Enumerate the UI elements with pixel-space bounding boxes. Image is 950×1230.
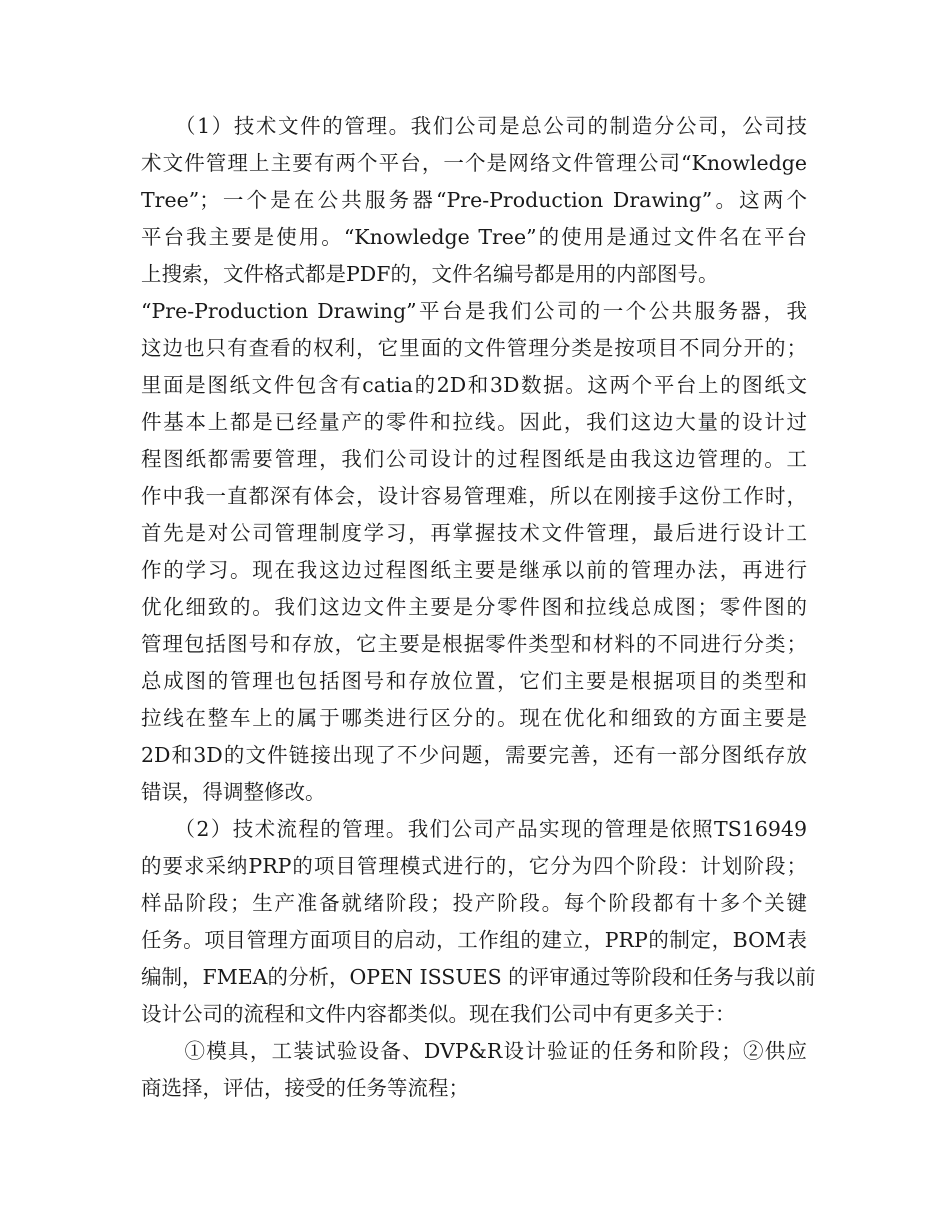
text-line: 这边也只有查看的权利，它里面的文件管理分类是按项目不同分开的；	[141, 336, 807, 360]
text-line: 编制，FMEA的分析，OPEN ISSUES 的评审通过等阶段和任务与我以前	[141, 965, 816, 989]
text-line: 优化细致的。我们这边文件主要是分零件图和拉线总成图；零件图的	[141, 595, 807, 619]
text-line: 总成图的管理也包括图号和存放位置，它们主要是根据项目的类型和	[141, 669, 807, 693]
text-line: 错误，得调整修改。	[141, 780, 326, 804]
text-line: 程图纸都需要管理，我们公司设计的过程图纸是由我这边管理的。工	[141, 447, 807, 471]
body-text	[141, 108, 816, 1107]
text-line: 拉线在整车上的属于哪类进行区分的。现在优化和细致的方面主要是	[141, 706, 807, 730]
text-line: 术文件管理上主要有两个平台，一个是网络文件管理公司“Knowledge	[141, 151, 807, 175]
text-line: 平台我主要是使用。“Knowledge Tree”的使用是通过文件名在平台	[141, 225, 807, 249]
text-line: 件基本上都是已经量产的零件和拉线。因此，我们这边大量的设计过	[141, 410, 807, 434]
text-line: 作中我一直都深有体会，设计容易管理难，所以在刚接手这份工作时，	[141, 484, 807, 508]
text-line: 2D和3D的文件链接出现了不少问题，需要完善，还有一部分图纸存放	[141, 743, 807, 767]
text-line: （1）技术文件的管理。我们公司是总公司的制造分公司，公司技	[141, 114, 807, 138]
text-line: （2）技术流程的管理。我们公司产品实现的管理是依照TS16949	[141, 817, 807, 841]
text-line: 上搜索，文件格式都是PDF的，文件名编号都是用的内部图号。	[141, 262, 719, 286]
text-line: Tree”；一个是在公共服务器“Pre-Production Drawing”。这两个	[141, 188, 807, 212]
text-line: 作的学习。现在我这边过程图纸主要是继承以前的管理办法，再进行	[141, 558, 807, 582]
text-line: 的要求采纳PRP的项目管理模式进行的，它分为四个阶段：计划阶段；	[141, 854, 807, 878]
text-line: 任务。项目管理方面项目的启动，工作组的建立，PRP的制定，BOM表	[141, 928, 807, 952]
text-line: 里面是图纸文件包含有catia的2D和3D数据。这两个平台上的图纸文	[141, 373, 807, 397]
text-line: “Pre-Production Drawing”平台是我们公司的一个公共服务器，我	[141, 299, 807, 323]
text-line: ①模具，工装试验设备、DVP&R设计验证的任务和阶段；②供应	[141, 1039, 807, 1063]
text-line: 设计公司的流程和文件内容都类似。现在我们公司中有更多关于：	[141, 1002, 736, 1026]
text-line: 管理包括图号和存放，它主要是根据零件类型和材料的不同进行分类；	[141, 632, 807, 656]
text-line: 首先是对公司管理制度学习，再掌握技术文件管理，最后进行设计工	[141, 521, 807, 545]
text-line: 商选择，评估，接受的任务等流程；	[141, 1076, 469, 1100]
text-line: 样品阶段；生产准备就绪阶段；投产阶段。每个阶段都有十多个关键	[141, 891, 807, 915]
